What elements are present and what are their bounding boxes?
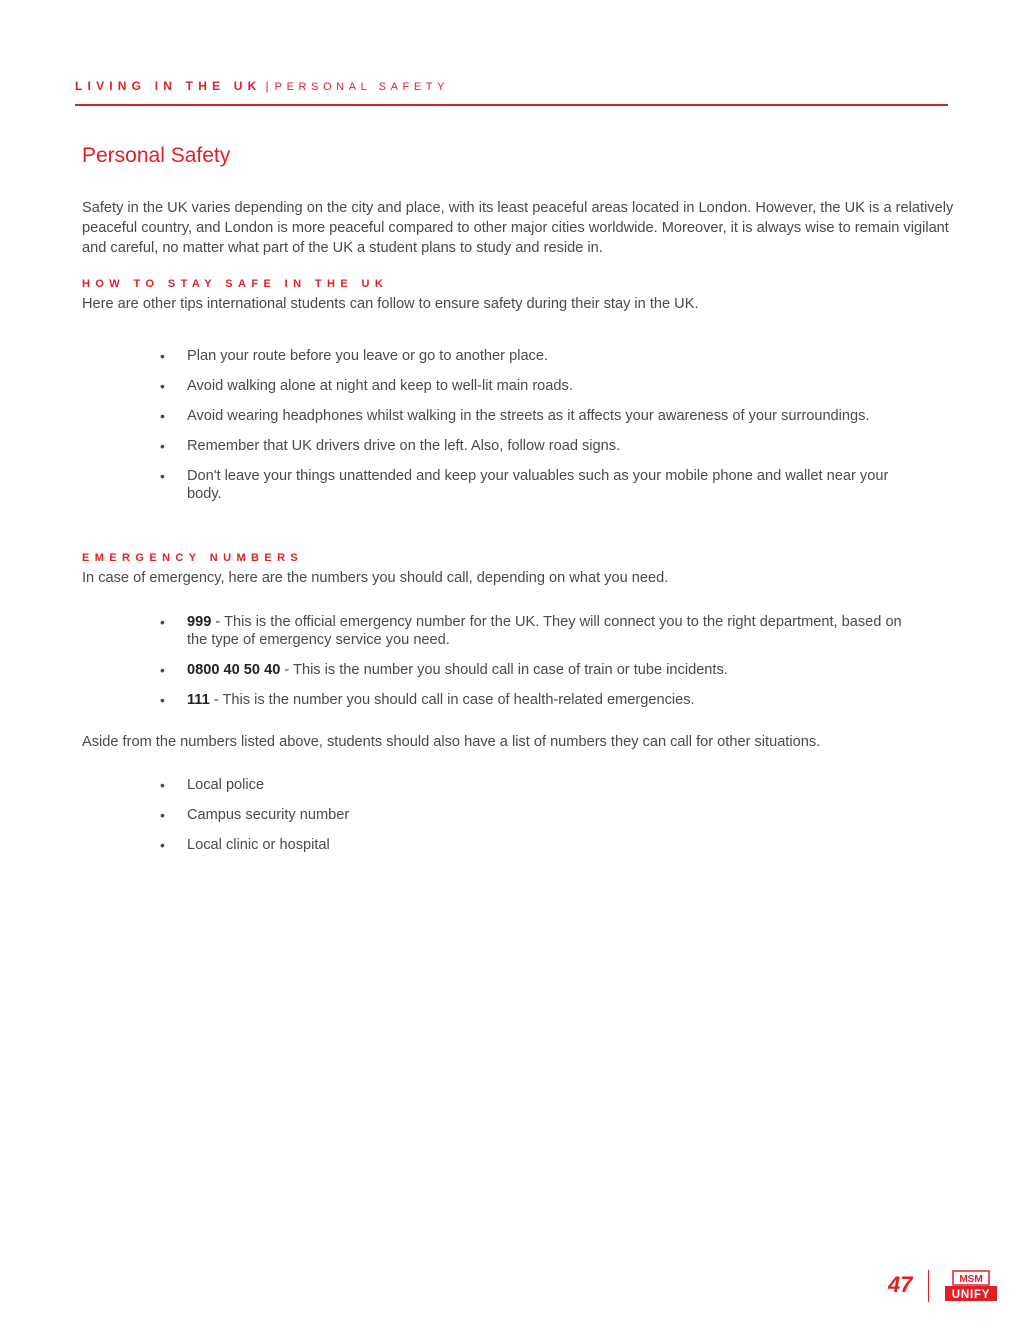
logo-top-text: MSM bbox=[959, 1274, 983, 1285]
page-title: Personal Safety bbox=[82, 144, 231, 167]
bullet-icon: • bbox=[160, 438, 165, 454]
emergency-number: 111 bbox=[187, 692, 210, 708]
emergency-description: - This is the number you should call in case of health-related emergencies. bbox=[209, 692, 695, 708]
bullet-icon: • bbox=[160, 692, 165, 708]
bullet-icon: • bbox=[160, 468, 165, 484]
msm-unify-logo bbox=[944, 1270, 998, 1302]
tip-text: Avoid wearing headphones whilst walking in the streets as it affects your awareness of your surroundings. bbox=[187, 408, 870, 424]
bullet-icon: • bbox=[160, 408, 165, 424]
tip-text: Don't leave your things unattended and keep your valuables such as your mobile phone and wallet near your body. bbox=[187, 468, 889, 502]
list-item bbox=[160, 347, 920, 365]
bullet-icon: • bbox=[160, 348, 165, 364]
bullet-icon: • bbox=[160, 614, 165, 630]
list-item bbox=[160, 437, 920, 455]
bullet-icon: • bbox=[160, 662, 165, 678]
running-header bbox=[75, 79, 449, 93]
bullet-icon: • bbox=[160, 807, 165, 823]
other-numbers-list bbox=[160, 776, 920, 866]
list-item bbox=[160, 776, 920, 794]
tip-text: Avoid walking alone at night and keep to well-lit main roads. bbox=[187, 378, 573, 394]
list-item bbox=[160, 691, 920, 709]
list-item bbox=[160, 613, 920, 649]
list-item bbox=[160, 661, 920, 679]
bullet-icon: • bbox=[160, 378, 165, 394]
header-section: LIVING IN THE UK bbox=[75, 79, 262, 93]
safety-tips-list bbox=[160, 347, 920, 515]
emergency-description: - This is the official emergency number for the UK. They will connect you to the right department, based on the type of emergency service you need. bbox=[187, 614, 902, 648]
bullet-icon: • bbox=[160, 777, 165, 793]
header-rule bbox=[75, 104, 948, 106]
tip-text: Remember that UK drivers drive on the left. Also, follow road signs. bbox=[187, 438, 621, 454]
emergency-number: 0800 40 50 40 bbox=[187, 662, 281, 678]
list-item bbox=[160, 467, 920, 503]
tip-text: Plan your route before you leave or go to another place. bbox=[187, 348, 549, 364]
emergency-number: 999 bbox=[187, 614, 212, 630]
header-subsection: PERSONAL SAFETY bbox=[274, 81, 450, 93]
footer-divider bbox=[928, 1270, 929, 1302]
page-number: 47 bbox=[888, 1272, 913, 1297]
safety-lead: Here are other tips international students can follow to ensure safety during their stay in the UK. bbox=[82, 296, 699, 312]
header-separator: | bbox=[265, 79, 269, 93]
bullet-icon: • bbox=[160, 837, 165, 853]
aside-paragraph: Aside from the numbers listed above, students should also have a list of numbers they can call for other situations. bbox=[82, 734, 821, 750]
emergency-heading: EMERGENCY NUMBERS bbox=[82, 552, 304, 564]
list-item bbox=[160, 806, 920, 824]
safety-heading: HOW TO STAY SAFE IN THE UK bbox=[82, 278, 389, 290]
emergency-description: - This is the number you should call in case of train or tube incidents. bbox=[280, 662, 728, 678]
emergency-numbers-list bbox=[160, 613, 920, 721]
other-number-text: Local police bbox=[187, 777, 265, 793]
other-number-text: Campus security number bbox=[187, 807, 350, 823]
logo-bottom-text: UNIFY bbox=[951, 1289, 991, 1301]
emergency-lead: In case of emergency, here are the numbers you should call, depending on what you need. bbox=[82, 570, 669, 586]
list-item bbox=[160, 836, 920, 854]
list-item bbox=[160, 407, 920, 425]
intro-paragraph: Safety in the UK varies depending on the city and place, with its least peaceful areas located in London. However, the UK is a relatively peaceful country, and London is more peaceful compared to other major cities worldwide. Moreover, it is always wise to remain vigilant and careful, no matter what part of the UK a student plans to study and reside in. bbox=[82, 200, 954, 256]
list-item bbox=[160, 377, 920, 395]
other-number-text: Local clinic or hospital bbox=[187, 837, 330, 853]
